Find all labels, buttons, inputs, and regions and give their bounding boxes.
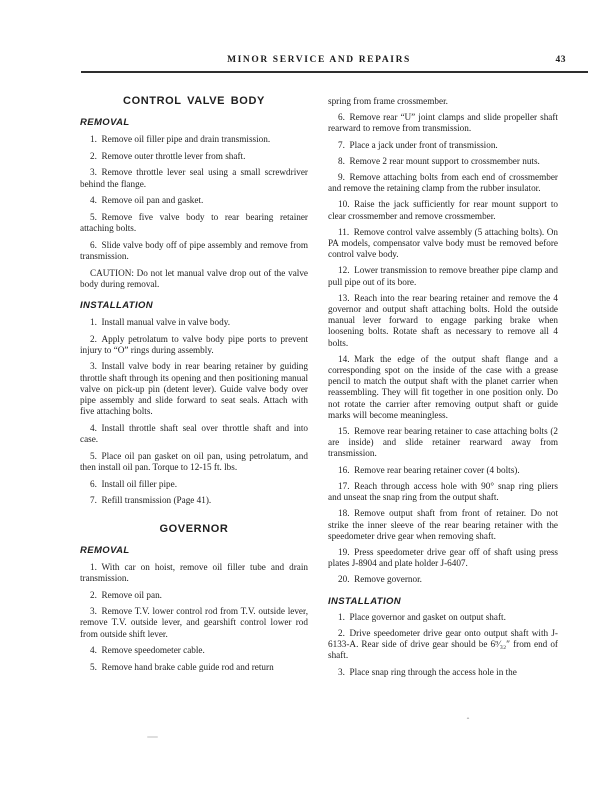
page-number: 43: [555, 55, 566, 65]
header-rule: [81, 71, 588, 73]
paragraph: 1. Install manual valve in valve body.: [90, 316, 230, 327]
paragraph: 3. Remove throttle lever seal using a small screwdriver behind the flange.: [80, 167, 308, 189]
paragraph: 11. Remove control valve assembly (5 attaching bolts). On PA models, compensator valve body must be removed before control valve body.: [328, 226, 558, 260]
caution-paragraph: CAUTION: Do not let manual valve drop out of the valve body during removal.: [80, 267, 308, 289]
scan-artifact: ˆ: [466, 717, 470, 726]
paragraph: 16. Remove rear bearing retainer cover (4 bolts).: [338, 464, 520, 475]
paragraph: 12. Lower transmission to remove breather pipe clamp and pull pipe out of its bore.: [328, 265, 558, 287]
paragraph: 4. Remove speedometer cable.: [90, 645, 205, 656]
paragraph: 8. Remove 2 rear mount support to crossmember nuts.: [338, 155, 540, 166]
paragraph: 19. Press speedometer drive gear off of shaft using press plates J-8904 and plate holder J-6407.: [328, 546, 558, 569]
paragraph: 7. Refill transmission (Page 41).: [90, 495, 212, 506]
paragraph: 2. Drive speedometer drive gear onto output shaft with J-6133-A. Rear side of drive gear should be 6⁹⁄₃₂″ from end of shaft.: [328, 627, 558, 661]
paragraph: 4. Install throttle shaft seal over throttle shaft and into case.: [80, 422, 308, 445]
paragraph: 7. Place a jack under front of transmission.: [338, 139, 498, 150]
paragraph: 6. Install oil filler pipe.: [90, 478, 178, 489]
right-column: [328, 96, 558, 678]
left-column: [80, 96, 308, 678]
paragraph: 10. Raise the jack sufficiently for rear mount support to clear crossmember and remove crossmember.: [328, 199, 558, 221]
paragraph: 5. Remove hand brake cable guide rod and return: [90, 662, 274, 673]
subsection-heading: INSTALLATION: [80, 300, 154, 312]
paragraph: 3. Remove T.V. lower control rod from T.V. outside lever, remove T.V. outside lever, and gearshift control lower rod from outside shift lever.: [80, 606, 308, 639]
paragraph: 1. Place governor and gasket on output shaft.: [338, 611, 506, 622]
subsection-heading: REMOVAL: [80, 117, 130, 129]
subsection-heading: REMOVAL: [80, 544, 130, 556]
paragraph: 3. Place snap ring through the access hole in the: [338, 666, 517, 677]
page-header-title: MINOR SERVICE AND REPAIRS: [227, 55, 411, 65]
subsection-heading: INSTALLATION: [328, 595, 402, 607]
section-heading: GOVERNOR: [159, 522, 229, 535]
paragraph: 14. Mark the edge of the output shaft flange and a corresponding spot on the inside of the case with a grease pencil to match the output shaft with the planet carrier when reassembling. They will fit together in one position only. Do not rotate the carrier after removing output shaft or guide marks will become meaningless.: [328, 353, 558, 420]
continuation-paragraph: spring from frame crossmember.: [328, 96, 448, 106]
paragraph: 2. Apply petrolatum to valve body pipe ports to prevent injury to “O” rings during assembly.: [80, 333, 308, 355]
paragraph: 9. Remove attaching bolts from each end of crossmember and remove the retaining clamp from the rubber insulator.: [328, 172, 558, 194]
paragraph: 3. Install valve body in rear bearing retainer by guiding throttle shaft through its opening and then positioning manual valve on pick-up pin (detent lever). Guide valve body over pipe assembly and slide forward to seat seals. Attach with five attaching bolts.: [80, 361, 308, 417]
paragraph: 17. Reach through access hole with 90° snap ring pliers and unseat the snap ring from the output shaft.: [328, 480, 558, 503]
paragraph: 5. Place oil pan gasket on oil pan, using petrolatum, and then install oil pan. Torque to 12-15 ft. lbs.: [80, 450, 308, 473]
paragraph: 4. Remove oil pan and gasket.: [90, 195, 204, 206]
paragraph: 1. With car on hoist, remove oil filler tube and drain transmission.: [80, 561, 308, 583]
paragraph: 1. Remove oil filler pipe and drain transmission.: [90, 133, 271, 144]
paragraph: 5. Remove five valve body to rear bearing retainer attaching bolts.: [80, 211, 308, 234]
two-column-body: [80, 96, 558, 678]
paragraph: 6. Slide valve body off of pipe assembly and remove from transmission.: [80, 239, 308, 262]
paragraph: 15. Remove rear bearing retainer to case attaching bolts (2 are inside) and slide retainer rearward away from transmission.: [328, 426, 558, 459]
paragraph: 6. Remove rear “U” joint clamps and slide propeller shaft rearward to remove from transmission.: [328, 112, 558, 134]
paragraph: 18. Remove output shaft from front of retainer. Do not strike the inner sleeve of the rear bearing retainer with the speedometer drive gear when removing shaft.: [328, 508, 558, 541]
paragraph: 2. Remove outer throttle lever from shaft.: [90, 150, 246, 161]
scan-artifact: [147, 736, 158, 738]
paragraph: 2. Remove oil pan.: [90, 589, 162, 600]
paragraph: 20. Remove governor.: [338, 574, 422, 585]
section-heading: CONTROL VALVE BODY: [123, 95, 265, 107]
paragraph: 13. Reach into the rear bearing retainer and remove the 4 governor and output shaft attaching bolts. Hold the outside manual lever forward to engage parking brake when loosening bolts. Rotate shaft as necessary to remove all 4 bolts.: [328, 292, 558, 348]
